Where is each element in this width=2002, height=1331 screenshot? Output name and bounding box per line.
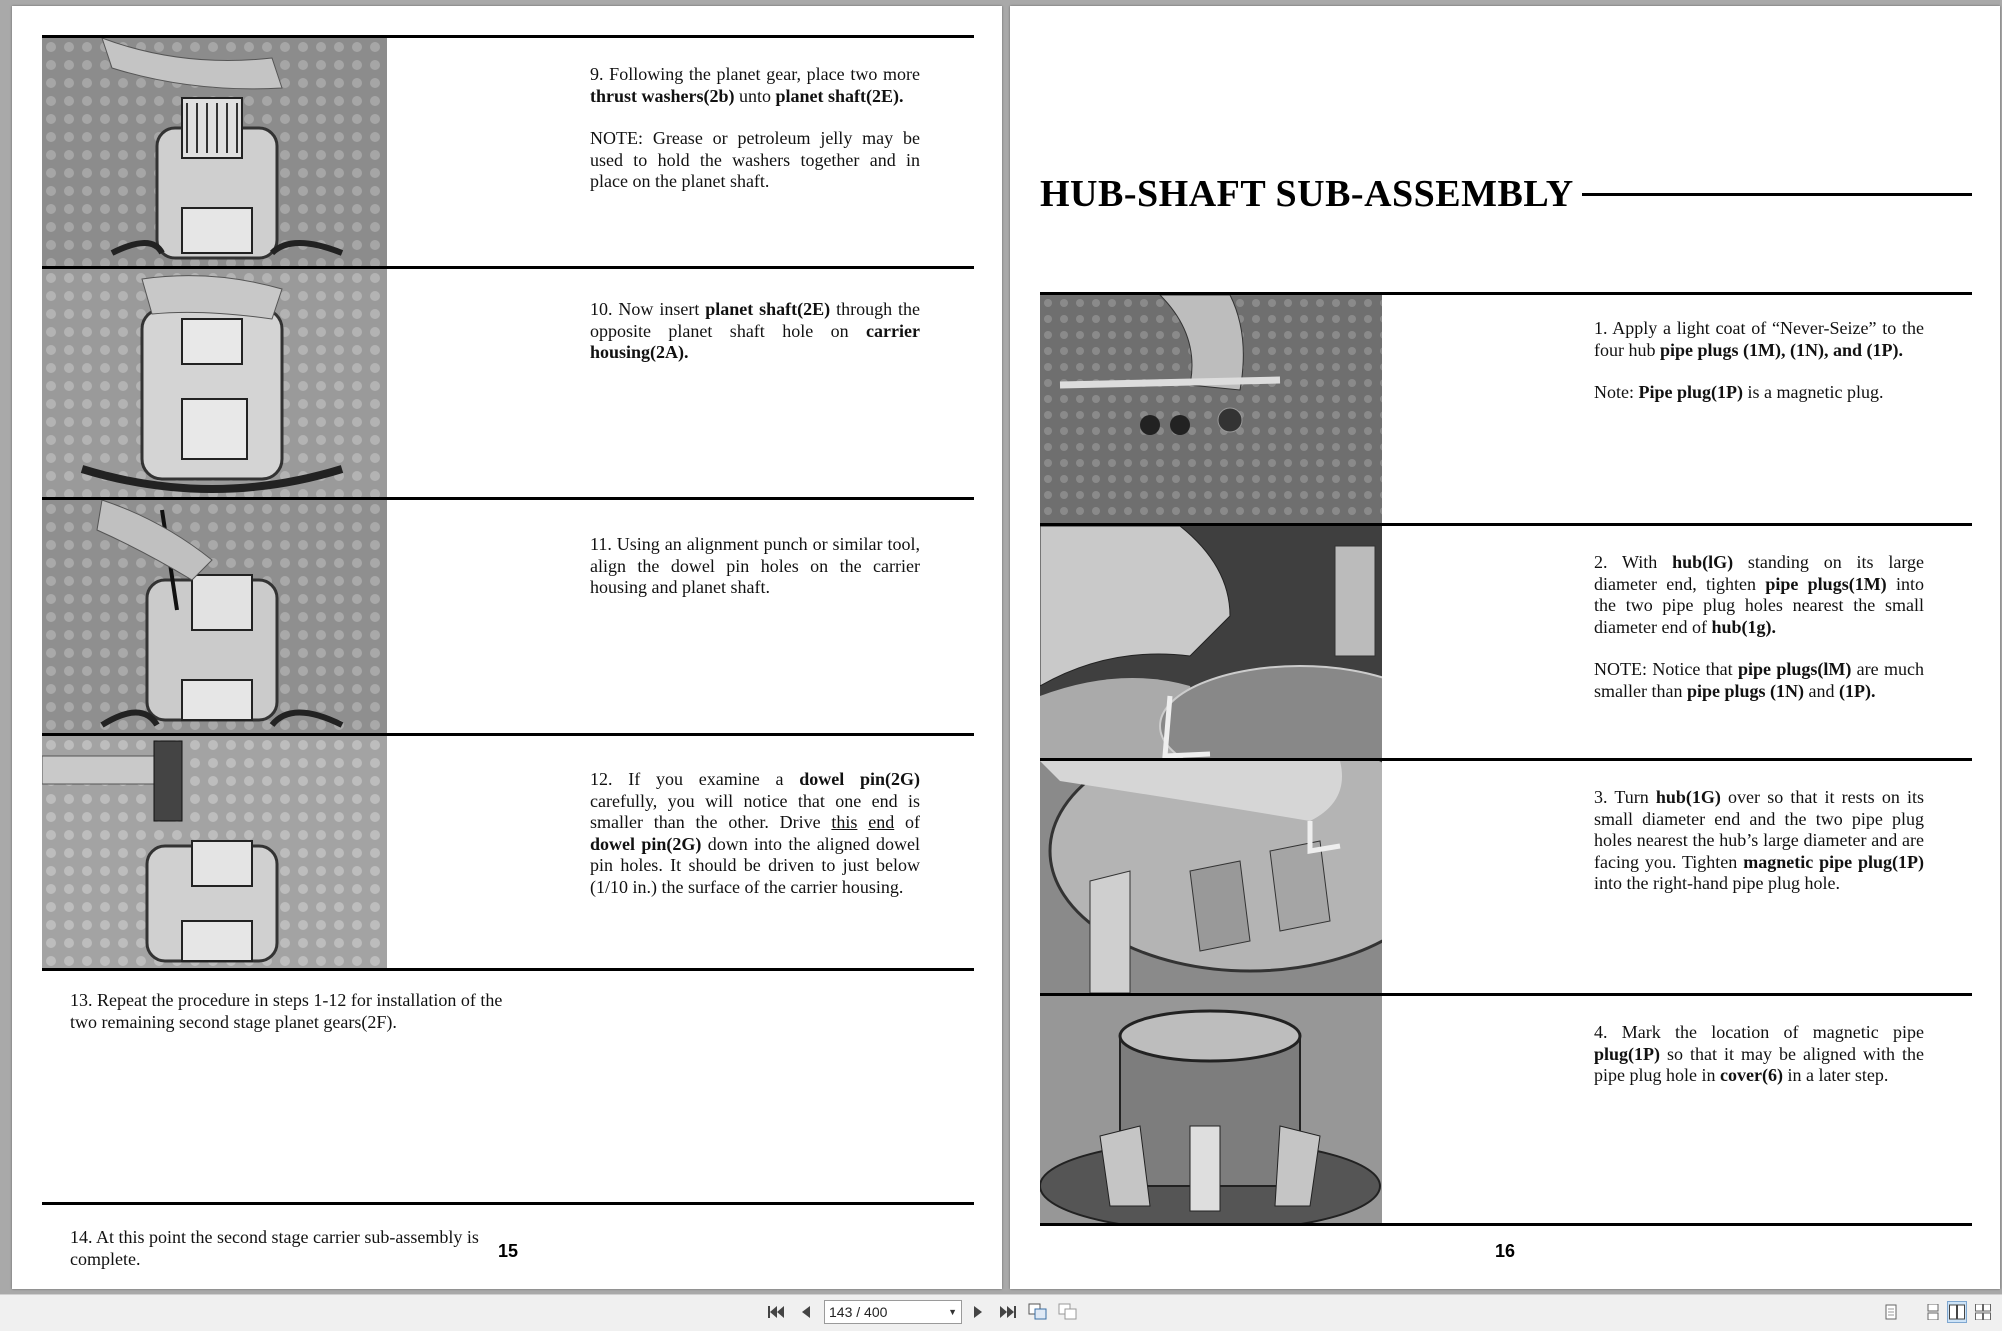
first-page-icon[interactable] — [764, 1301, 788, 1323]
page-number: 16 — [1495, 1241, 1516, 1261]
step-2-paragraph: 2. With hub(lG) standing on its large diameter end, tighten pipe plugs(1M) into the two pipe plug holes nearest the small diameter end of hub(1g). — [1594, 552, 1925, 637]
heading-text: HUB-SHAFT SUB-ASSEMBLY — [1040, 173, 1574, 215]
page-number-input[interactable] — [824, 1300, 962, 1324]
single-page-icon[interactable] — [1882, 1302, 1900, 1322]
step-1-paragraph: Note: Pipe plug(1P) is a magnetic plug. — [1594, 382, 1884, 402]
step-14-text: 14. At this point the second stage carrier sub-assembly is complete. — [70, 1227, 479, 1269]
two-page-icon[interactable] — [1948, 1302, 1966, 1322]
photo-step-4 — [1040, 996, 1382, 1223]
continuous-icon[interactable] — [1924, 1302, 1942, 1322]
step-12-text — [590, 769, 920, 919]
step-12-paragraph: 12. If you examine a dowel pin(2G) carefully, you will notice that one end is smaller than the other. Drive this end of dowel pin(2G) down into the aligned dowel pin holes. It should be driven to just below (1/10 in.) the surface of the carrier housing. — [590, 769, 921, 897]
section-rule — [42, 1202, 974, 1205]
step-10-text — [590, 299, 920, 385]
next-page-icon[interactable] — [968, 1301, 990, 1323]
step-11-text — [590, 534, 920, 620]
photo-step-9 — [42, 38, 387, 266]
step-2-text — [1594, 552, 1924, 723]
rotate-icon[interactable] — [1026, 1301, 1050, 1323]
section-rule — [42, 968, 974, 971]
photo-step-11 — [42, 500, 387, 733]
document-page-15 — [12, 6, 1002, 1289]
step-3-paragraph: 3. Turn hub(1G) over so that it rests on its small diameter end and the two pipe plug holes nearest the hub’s large diameter and are facing you. Tighten magnetic pipe plug(1P) into the right-hand pipe plug hole. — [1594, 787, 1925, 893]
photo-step-1 — [1040, 295, 1382, 523]
section-rule — [1040, 1223, 1972, 1226]
photo-step-3 — [1040, 761, 1382, 993]
last-page-icon[interactable] — [996, 1301, 1020, 1323]
step-9-paragraph: NOTE: Grease or petroleum jelly may be used to hold the washers together and in place on the planet shaft. — [590, 128, 920, 191]
previous-page-icon[interactable] — [794, 1301, 816, 1323]
viewer-toolbar — [0, 1294, 2002, 1331]
heading-rule — [1582, 193, 1972, 196]
page-number: 15 — [498, 1241, 519, 1261]
photo-step-2 — [1040, 526, 1382, 758]
fit-icon[interactable] — [1056, 1301, 1080, 1323]
document-page-16 — [1010, 6, 2000, 1289]
step-1-text — [1594, 318, 1924, 425]
step-10-paragraph: 10. Now insert planet shaft(2E) through the opposite planet shaft hole on carrier housing(2A). — [590, 299, 920, 362]
step-9-text — [590, 64, 920, 214]
step-4-paragraph: 4. Mark the location of magnetic pipe plug(1P) so that it may be aligned with the pipe plug hole in cover(6) in a later step. — [1594, 1022, 1924, 1085]
page-display: 143 / 400 — [829, 1304, 888, 1320]
step-11-paragraph: 11. Using an alignment punch or similar tool, align the dowel pin holes on the carrier housing and planet shaft. — [590, 534, 920, 597]
step-2-paragraph: NOTE: Notice that pipe plugs(lM) are much smaller than pipe plugs (1N) and (1P). — [1594, 659, 1924, 701]
step-9-paragraph: 9. Following the planet gear, place two more thrust washers(2b) unto planet shaft(2E). — [590, 64, 920, 106]
photo-step-12 — [42, 736, 387, 968]
chevron-down-icon[interactable]: ▼ — [948, 1307, 957, 1317]
step-13-text: 13. Repeat the procedure in steps 1-12 for installation of the two remaining second stage planet gears(2F). — [70, 990, 503, 1032]
step-3-text — [1594, 787, 1924, 916]
section-heading — [1040, 172, 1972, 216]
step-4-text — [1594, 1022, 1924, 1108]
photo-step-10 — [42, 269, 387, 497]
step-1-paragraph: 1. Apply a light coat of “Never-Seize” to the four hub pipe plugs (1M), (1N), and (1P). — [1594, 318, 1924, 360]
two-page-continuous-icon[interactable] — [1974, 1302, 1992, 1322]
